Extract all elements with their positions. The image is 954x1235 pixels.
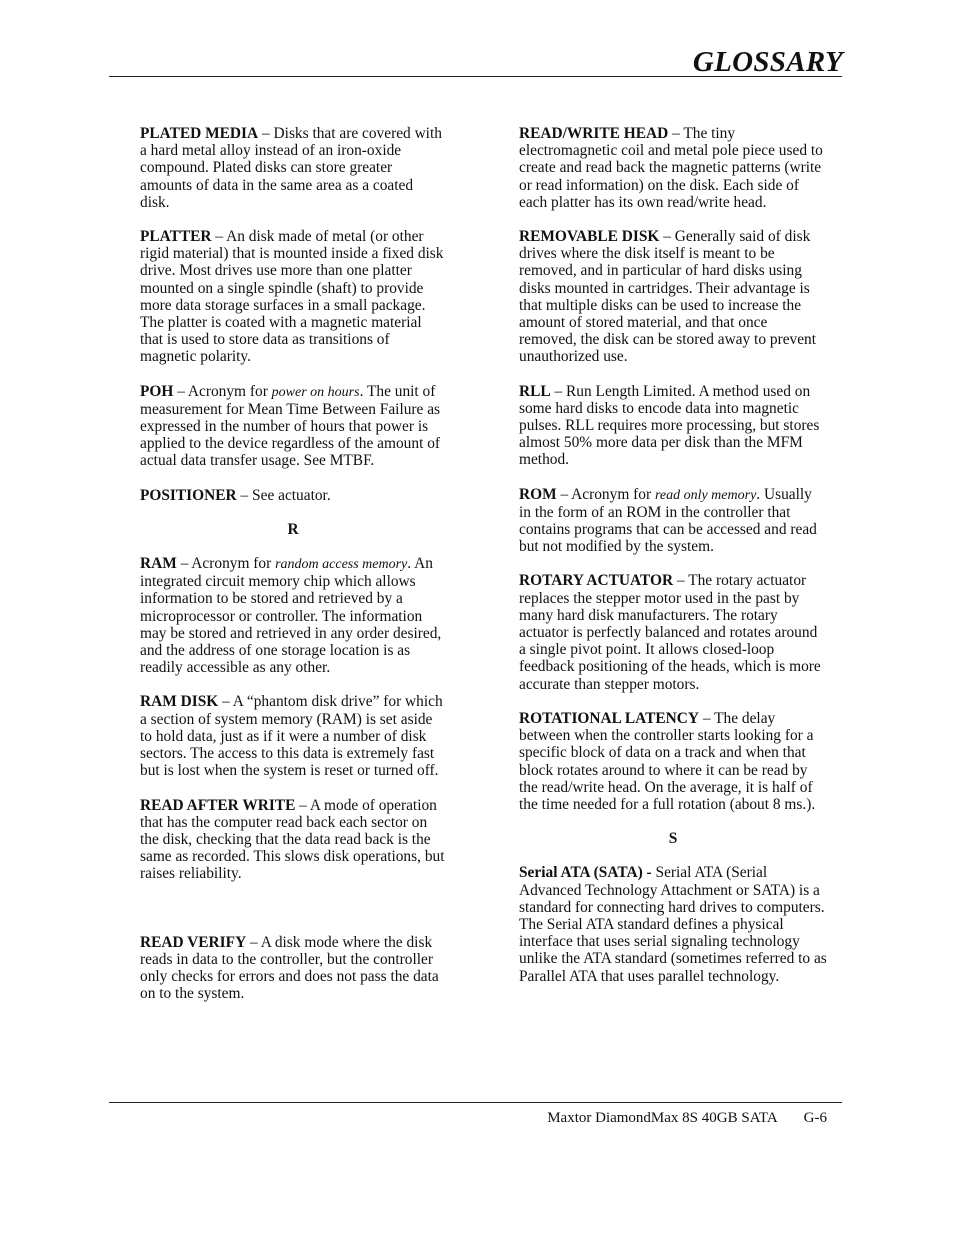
glossary-term: PLATED MEDIA	[140, 125, 259, 142]
glossary-column-right	[519, 125, 827, 1002]
glossary-definition-italic: read only memory	[654, 487, 757, 503]
glossary-definition-italic: power on hours	[271, 384, 360, 400]
glossary-definition: – The delay between when the controller starts looking for a specific block of data on a track and when that block rotates around to where it can be read by the read/write head. On the average, it is half of the time needed for a full rotation (about 8 ms.).	[519, 709, 816, 813]
glossary-term: POSITIONER	[140, 486, 237, 504]
page-footer	[547, 1110, 827, 1127]
glossary-definition: Serial ATA (Serial Advanced Technology Attachment or SATA) is a standard for connecting hard drives to computers. The Serial ATA standard defines a physical interface that uses serial signaling technology unlike the ATA standard (sometimes referred to as Parallel ATA that uses parallel technology.	[519, 864, 827, 985]
glossary-column-left	[140, 125, 446, 1019]
glossary-term: ROTARY ACTUATOR	[519, 572, 674, 590]
glossary-term: READ/WRITE HEAD	[519, 125, 669, 142]
glossary-definition: – A “phantom disk drive” for which a section of system memory (RAM) is set aside to hold data, just as if it were a number of disk sectors. The access to this data is extremely fast but is lost when the system is reset or turned off.	[140, 693, 443, 780]
page-title: GLOSSARY	[692, 46, 843, 78]
footer-rule	[109, 1102, 842, 1103]
glossary-term: RLL	[519, 382, 551, 400]
glossary-entry-platter	[140, 228, 446, 366]
glossary-entry-plated-media	[140, 125, 446, 211]
glossary-definition: . Usually in the form of an ROM in the controller that contains programs that can be accessed and read but not modified by the system.	[519, 485, 817, 556]
glossary-term: POH	[140, 382, 174, 400]
glossary-definition: . The unit of measurement for Mean Time Between Failure as expressed in the number of hours that power is applied to the device regardless of the amount of actual data transfer usage. See MTBF.	[140, 382, 441, 470]
glossary-definition: – An disk made of metal (or other rigid material) that is mounted inside a fixed disk drive. Most drives use more than one platter mounted on a single spindle (shaft) to provide more data storage surfaces in a small package. The platter is coated with a magnetic material that is used to store data as transitions of magnetic polarity.	[140, 228, 444, 366]
glossary-entry-rotary-actuator	[519, 572, 827, 692]
glossary-term: ROTATIONAL LATENCY	[519, 709, 700, 727]
glossary-term: ROM	[519, 485, 557, 503]
glossary-definition: . An integrated circuit memory chip which allows information to be stored and retrieved by a microprocessor or controller. The information may be stored and retrieved in any order desired, and the address of one storage location is as readily accessible as any other.	[140, 555, 442, 677]
glossary-definition-italic: random access memory	[275, 557, 408, 573]
section-letter-s: S	[668, 830, 678, 848]
glossary-definition: – Generally said of disk drives where the disk itself is meant to be removed, and in particular of hard disks using disks mounted in cartridges. Their advantage is that multiple disks can be used to increase the amount of stored material, and that once removed, the disk can be stored away to prevent unauthorized use.	[519, 228, 817, 366]
glossary-entry-rll	[519, 383, 827, 469]
glossary-entry-ram	[140, 555, 446, 676]
section-letter-r: R	[287, 520, 299, 538]
glossary-entry-read-after-write	[140, 797, 446, 883]
glossary-term: REMOVABLE DISK	[519, 228, 660, 246]
page-number: G-6	[803, 1110, 827, 1126]
glossary-entry-read-write-head	[519, 125, 827, 211]
glossary-definition: – The rotary actuator replaces the stepper motor used in the past by many hard disk manufacturers. The rotary actuator is perfectly balanced and rotates around a single pivot point. It allows closed-loop feedback positioning of the heads, which is more accurate than stepper motors.	[519, 572, 821, 693]
glossary-term: Serial ATA (SATA) -	[519, 864, 652, 882]
glossary-entry-rotational-latency	[519, 710, 827, 813]
glossary-entry-poh	[140, 383, 446, 470]
header-rule	[109, 76, 842, 77]
glossary-entry-read-verify	[140, 934, 446, 1003]
glossary-definition: – See actuator.	[236, 486, 331, 504]
glossary-definition: – A mode of operation that has the computer read back each sector on the disk, checking that the data read back is the same as recorded. This slows disk operations, but raises reliability.	[140, 796, 445, 883]
spacer	[140, 900, 446, 934]
glossary-definition: – Run Length Limited. A method used on some hard disks to encode data into magnetic pulses. RLL requires more processing, but stores almost 50% more data per disk than the MFM method.	[519, 382, 820, 469]
glossary-definition: – Disks that are covered with a hard metal alloy instead of an iron-oxide compound. Plated disks can store greater amounts of data in the same area as a coated disk.	[140, 125, 442, 211]
glossary-definition: – The tiny electromagnetic coil and metal pole piece used to create and read back the magnetic patterns (write or read information) on the disk. Each side of each platter has its own read/write head.	[519, 125, 823, 211]
glossary-term: READ AFTER WRITE	[140, 796, 296, 814]
glossary-definition: – Acronym for	[176, 555, 276, 573]
glossary-definition: – A disk mode where the disk reads in data to the controller, but the controller only checks for errors and does not pass the data on to the system.	[140, 933, 439, 1003]
glossary-term: READ VERIFY	[140, 933, 247, 951]
glossary-entry-removable-disk	[519, 228, 827, 366]
glossary-term: RAM DISK	[140, 693, 219, 711]
glossary-term: RAM	[140, 555, 177, 573]
glossary-definition: – Acronym for	[556, 485, 655, 503]
glossary-entry-ram-disk	[140, 693, 446, 779]
glossary-entry-rom	[519, 486, 827, 556]
glossary-definition: – Acronym for	[173, 382, 272, 400]
footer-product-name: Maxtor DiamondMax 8S 40GB SATA	[547, 1110, 778, 1126]
glossary-term: PLATTER	[140, 228, 212, 246]
glossary-entry-positioner	[140, 487, 446, 504]
glossary-entry-serial-ata	[519, 864, 827, 984]
